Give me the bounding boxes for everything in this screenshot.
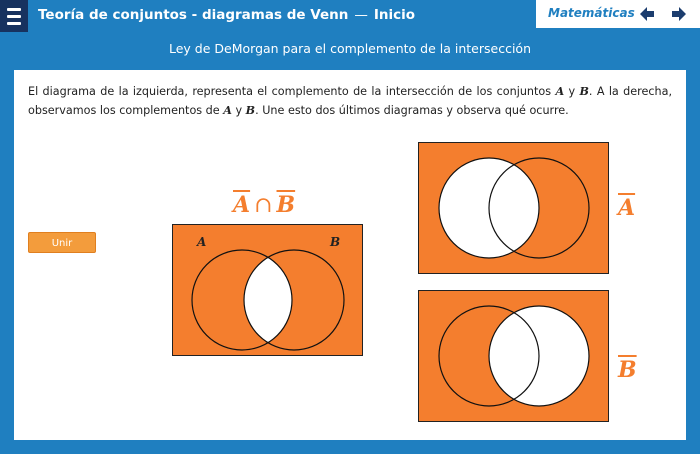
app-title-text: Teoría de conjuntos - diagramas de Venn	[38, 7, 349, 23]
previous-arrow-icon[interactable]	[638, 5, 656, 23]
app-title	[38, 7, 415, 23]
unir-button[interactable]: Unir	[28, 232, 96, 253]
venn-complement-a	[418, 142, 609, 274]
intro-var-a: A	[555, 84, 565, 98]
intro-part-1: El diagrama de la izquierda, representa el complemento de la intersección de los conjuntos	[28, 85, 556, 98]
intro-var-a-2: A	[223, 103, 232, 117]
content-panel	[14, 70, 686, 440]
intro-part-3: . Une esto dos últimos diagramas y observa qué ocurre.	[255, 104, 569, 117]
venn-complement-intersection	[172, 224, 363, 356]
intro-text	[28, 82, 672, 120]
main-formula	[233, 192, 295, 218]
formula-a: $\overline{A}$	[233, 192, 251, 218]
complement-a-label	[618, 195, 635, 221]
section-title: Inicio	[373, 7, 415, 23]
hamburger-menu-icon[interactable]	[0, 0, 28, 32]
subject-label[interactable]: Matemáticas	[548, 6, 635, 20]
subject-tab	[536, 0, 700, 28]
intro-var-b-2: B	[245, 103, 256, 117]
formula-intersection-symbol: ∩	[254, 193, 273, 218]
complement-b-label	[618, 357, 637, 383]
intro-part-2: . A la derecha, observamos los complementos de	[28, 85, 673, 117]
intro-var-b: B	[579, 84, 589, 98]
intro-conj-1: y	[564, 85, 580, 98]
top-bar	[0, 0, 700, 32]
complement-b-text: $\overline{B}$	[618, 357, 637, 383]
venn-complement-b	[418, 290, 609, 422]
set-a-label: A	[197, 235, 207, 249]
complement-a-text: $\overline{A}$	[618, 195, 636, 221]
formula-b: $\overline{B}$	[276, 192, 296, 218]
next-arrow-icon[interactable]	[670, 5, 688, 23]
page-subtitle: Ley de DeMorgan para el complemento de la intersección	[169, 41, 531, 56]
title-separator: —	[354, 7, 368, 23]
set-b-label: B	[330, 235, 341, 249]
intro-conj-2: y	[231, 104, 246, 117]
